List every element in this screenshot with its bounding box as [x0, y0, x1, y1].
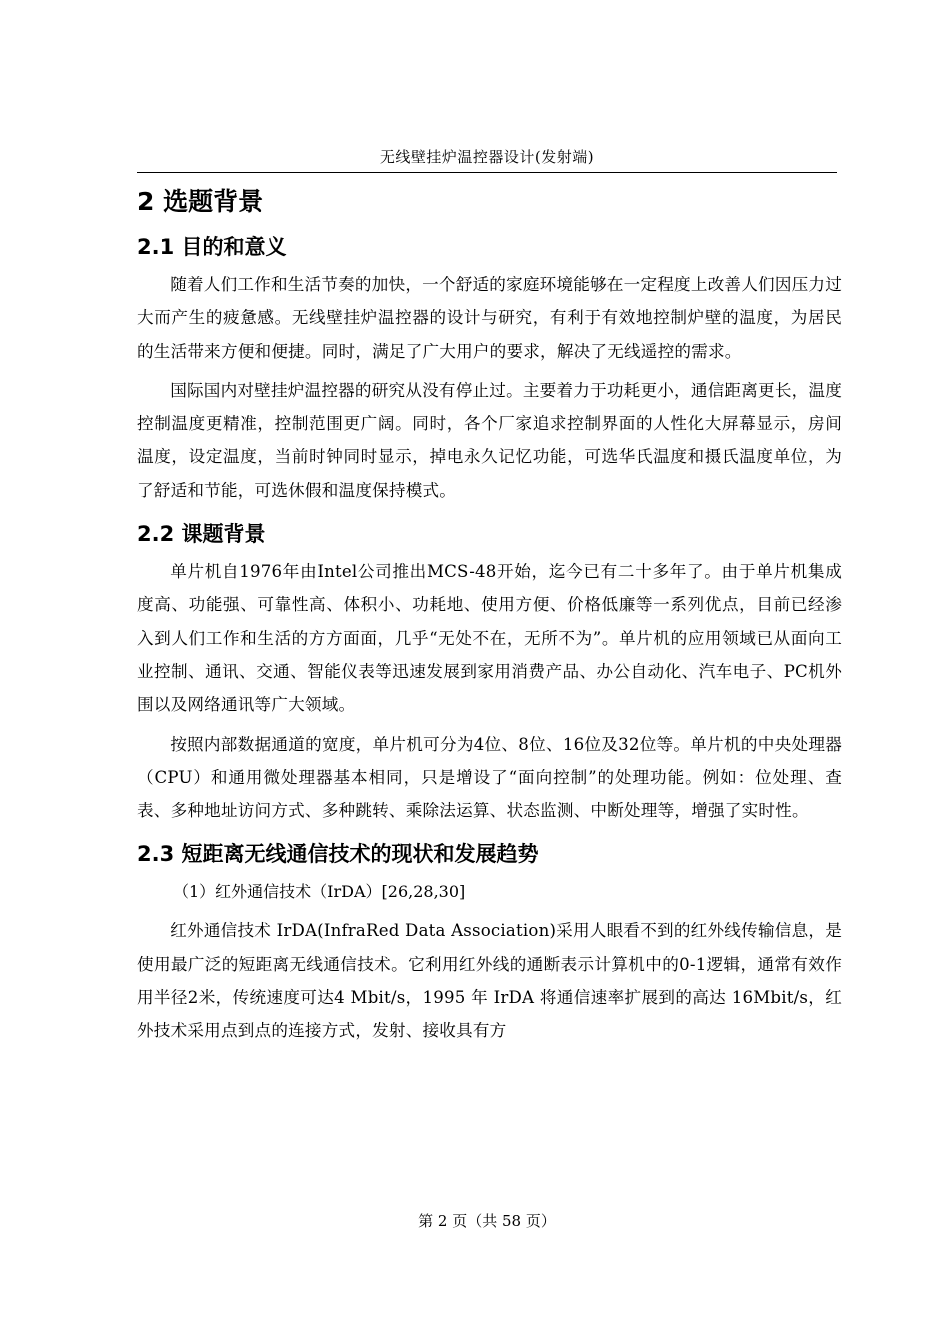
running-header: 无线壁挂炉温控器设计(发射端): [379, 148, 595, 166]
section-title-2-1: 2.1 目的和意义: [137, 235, 287, 259]
paragraph: 单片机自1976年由Intel公司推出MCS-48开始，迄今已有二十多年了。由于单片机集成度高、功能强、可靠性高、体积小、功耗地、使用方便、价格低廉等一系列优点，目前已经渗入到人们工作和生活的方方面面，几乎“无处不在，无所不为”。单片机的应用领域已从面向工业控制、通讯、交通、智能仪表等迅速发展到家用消费产品、办公自动化、汽车电子、PC机外围以及网络通讯等广大领域。: [137, 562, 842, 715]
page-body: [137, 180, 842, 1054]
chapter-title: 2 选题背景: [137, 187, 264, 216]
section-title-2-3: 2.3 短距离无线通信技术的现状和发展趋势: [137, 842, 539, 867]
paragraph: 按照内部数据通道的宽度，单片机可分为4位、8位、16位及32位等。单片机的中央处理器（CPU）和通用微处理器基本相同，只是增设了“面向控制”的处理功能。例如：位处理、查表、多种地址访问方式、多种跳转、乘除法运算、状态监测、中断处理等，增强了实时性。: [137, 734, 842, 821]
header-rule: [137, 172, 837, 173]
page-footer: 第 2 页（共 58 页）: [418, 1212, 556, 1230]
paragraph: 随着人们工作和生活节奏的加快，一个舒适的家庭环境能够在一定程度上改善人们因压力过大而产生的疲惫感。无线壁挂炉温控器的设计与研究，有利于有效地控制炉壁的温度，为居民的生活带来方便和便捷。同时，满足了广大用户的要求，解决了无线遥控的需求。: [137, 275, 842, 361]
paragraph: 国际国内对壁挂炉温控器的研究从没有停止过。主要着力于功耗更小，通信距离更长，温度控制温度更精准，控制范围更广阔。同时，各个厂家追求控制界面的人性化大屏幕显示，房间温度，设定温度，当前时钟同时显示，掉电永久记忆功能，可选华氏温度和摄氏温度单位，为了舒适和节能，可选休假和温度保持模式。: [137, 380, 842, 500]
paragraph: 红外通信技术 IrDA(InfraRed Data Association)采用人眼看不到的红外线传输信息，是使用最广泛的短距离无线通信技术。它利用红外线的通断表示计算机中的0-1逻辑，通常有效作用半径2米，传统速度可达4 Mbit/s，1995 年 IrDA 将通信速率扩展到的高达 16Mbit/s，红外技术采用点到点的连接方式，发射、接收具有方: [137, 921, 842, 1041]
subheading-irda: （1）红外通信技术（IrDA）[26,28,30]: [173, 882, 466, 902]
section-title-2-2: 2.2 课题背景: [137, 522, 266, 547]
